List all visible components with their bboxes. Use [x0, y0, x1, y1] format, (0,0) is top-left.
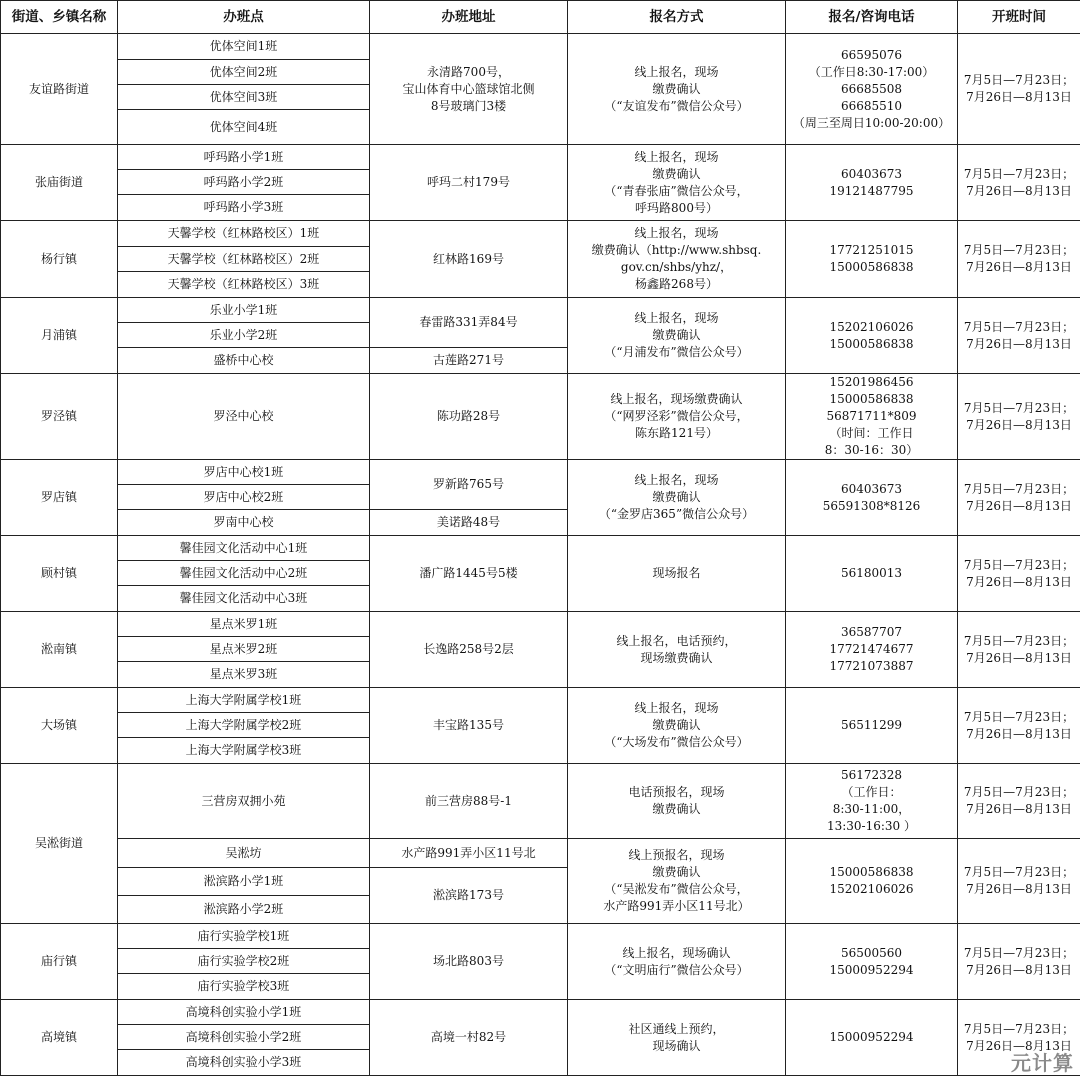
table-row [1, 688, 1080, 713]
signup-method-cell: 线上报名，现场缴费确认 （“网罗泾彩”微信公众号， 陈东路121号） [568, 374, 786, 460]
site-name-cell: 罗泾中心校 [118, 374, 370, 460]
class-dates-cell: 7月5日—7月23日； 7月26日—8月13日 [958, 145, 1080, 221]
site-name-cell: 天馨学校（红林路校区）1班 [118, 221, 370, 247]
table-row [1, 612, 1080, 637]
table-row [1, 839, 1080, 868]
district-name-cell: 友谊路街道 [1, 34, 118, 145]
phone-cell: 56180013 [786, 536, 958, 612]
phone-cell: 17721251015 15000586838 [786, 221, 958, 298]
site-name-cell: 上海大学附属学校1班 [118, 688, 370, 713]
site-name-cell: 馨佳园文化活动中心1班 [118, 536, 370, 561]
header-address: 办班地址 [370, 1, 568, 34]
site-name-cell: 罗店中心校2班 [118, 485, 370, 510]
table-row [1, 764, 1080, 839]
phone-cell: 60403673 19121487795 [786, 145, 958, 221]
table-row [1, 1000, 1080, 1025]
class-dates-cell: 7月5日—7月23日； 7月26日—8月13日 [958, 612, 1080, 688]
phone-cell: 15201986456 15000586838 56871711*809 （时间：工作日 8：30-16：30） [786, 374, 958, 460]
site-name-cell: 高境科创实验小学2班 [118, 1025, 370, 1050]
class-dates-cell: 7月5日—7月23日； 7月26日—8月13日 [958, 34, 1080, 145]
address-cell: 长逸路258号2层 [370, 612, 568, 688]
address-cell: 潘广路1445号5楼 [370, 536, 568, 612]
class-dates-cell: 7月5日—7月23日； 7月26日—8月13日 [958, 221, 1080, 298]
address-cell: 呼玛二村179号 [370, 145, 568, 221]
class-dates-cell: 7月5日—7月23日； 7月26日—8月13日 [958, 460, 1080, 536]
signup-method-cell: 线上报名，现场 缴费确认 （“月浦发布”微信公众号） [568, 298, 786, 374]
address-cell: 永清路700号， 宝山体育中心篮球馆北侧 8号玻璃门3楼 [370, 34, 568, 145]
district-name-cell: 月浦镇 [1, 298, 118, 374]
class-dates-cell: 7月5日—7月23日； 7月26日—8月13日 [958, 374, 1080, 460]
district-name-cell: 高境镇 [1, 1000, 118, 1076]
site-name-cell: 上海大学附属学校2班 [118, 713, 370, 738]
site-name-cell: 淞滨路小学2班 [118, 896, 370, 924]
phone-cell: 36587707 17721474677 17721073887 [786, 612, 958, 688]
district-name-cell: 罗泾镇 [1, 374, 118, 460]
header-site: 办班点 [118, 1, 370, 34]
table-row [1, 298, 1080, 323]
district-name-cell: 吴淞街道 [1, 764, 118, 924]
address-cell: 陈功路28号 [370, 374, 568, 460]
address-cell: 罗新路765号 [370, 460, 568, 510]
signup-method-cell: 线上报名，现场 缴费确认（http://www.shbsq. gov.cn/shbs/yhz/， 杨鑫路268号） [568, 221, 786, 298]
site-name-cell: 呼玛路小学1班 [118, 145, 370, 170]
site-name-cell: 天馨学校（红林路校区）2班 [118, 247, 370, 272]
signup-method-cell: 线上报名，现场 缴费确认 （“青春张庙”微信公众号， 呼玛路800号） [568, 145, 786, 221]
watermark-logo: 元计算 [1011, 1051, 1074, 1075]
header-district: 街道、乡镇名称 [1, 1, 118, 34]
site-name-cell: 三营房双拥小苑 [118, 764, 370, 839]
signup-method-cell: 线上报名，现场 缴费确认 （“友谊发布”微信公众号） [568, 34, 786, 145]
signup-method-cell: 线上报名，现场 缴费确认 （“大场发布”微信公众号） [568, 688, 786, 764]
site-name-cell: 庙行实验学校2班 [118, 949, 370, 974]
phone-cell: 15000586838 15202106026 [786, 839, 958, 924]
header-phone: 报名/咨询电话 [786, 1, 958, 34]
signup-method-cell: 电话预报名，现场 缴费确认 [568, 764, 786, 839]
phone-cell: 56500560 15000952294 [786, 924, 958, 1000]
site-name-cell: 呼玛路小学2班 [118, 170, 370, 195]
table-row [1, 34, 1080, 60]
district-name-cell: 罗店镇 [1, 460, 118, 536]
site-name-cell: 高境科创实验小学3班 [118, 1050, 370, 1076]
signup-method-cell: 线上报名，现场确认 （“文明庙行”微信公众号） [568, 924, 786, 1000]
site-name-cell: 优体空间2班 [118, 60, 370, 85]
address-cell: 水产路991弄小区11号北 [370, 839, 568, 868]
signup-method-cell: 现场报名 [568, 536, 786, 612]
address-cell: 美诺路48号 [370, 510, 568, 536]
site-name-cell: 天馨学校（红林路校区）3班 [118, 272, 370, 298]
address-cell: 场北路803号 [370, 924, 568, 1000]
signup-method-cell: 社区通线上预约， 现场确认 [568, 1000, 786, 1076]
signup-method-cell: 线上报名，现场 缴费确认 （“金罗店365”微信公众号） [568, 460, 786, 536]
class-dates-cell: 7月5日—7月23日； 7月26日—8月13日 [958, 688, 1080, 764]
site-name-cell: 馨佳园文化活动中心2班 [118, 561, 370, 586]
signup-method-cell: 线上报名，电话预约， 现场缴费确认 [568, 612, 786, 688]
site-name-cell: 优体空间1班 [118, 34, 370, 60]
site-name-cell: 吴淞坊 [118, 839, 370, 868]
site-name-cell: 星点米罗3班 [118, 662, 370, 688]
address-cell: 红林路169号 [370, 221, 568, 298]
phone-cell: 60403673 56591308*8126 [786, 460, 958, 536]
header-dates: 开班时间 [958, 1, 1080, 34]
phone-cell: 56172328 （工作日： 8:30-11:00， 13:30-16:30 ） [786, 764, 958, 839]
district-name-cell: 杨行镇 [1, 221, 118, 298]
address-cell: 高境一村82号 [370, 1000, 568, 1076]
site-name-cell: 罗南中心校 [118, 510, 370, 536]
district-name-cell: 顾村镇 [1, 536, 118, 612]
table-row [1, 145, 1080, 170]
site-name-cell: 乐业小学2班 [118, 323, 370, 348]
site-name-cell: 乐业小学1班 [118, 298, 370, 323]
site-name-cell: 优体空间4班 [118, 110, 370, 145]
district-name-cell: 大场镇 [1, 688, 118, 764]
table-header-row [1, 1, 1080, 34]
header-signup: 报名方式 [568, 1, 786, 34]
class-dates-cell: 7月5日—7月23日； 7月26日—8月13日 [958, 764, 1080, 839]
site-name-cell: 高境科创实验小学1班 [118, 1000, 370, 1025]
district-name-cell: 庙行镇 [1, 924, 118, 1000]
address-cell: 古莲路271号 [370, 348, 568, 374]
phone-cell: 66595076 （工作日8:30-17:00） 66685508 66685510 （周三至周日10:00-20:00） [786, 34, 958, 145]
address-cell: 前三营房88号-1 [370, 764, 568, 839]
signup-method-cell: 线上预报名，现场 缴费确认 （“吴淞发布”微信公众号， 水产路991弄小区11号北） [568, 839, 786, 924]
phone-cell: 15202106026 15000586838 [786, 298, 958, 374]
address-cell: 春雷路331弄84号 [370, 298, 568, 348]
phone-cell: 15000952294 [786, 1000, 958, 1076]
site-name-cell: 优体空间3班 [118, 85, 370, 110]
class-dates-cell: 7月5日—7月23日； 7月26日—8月13日 [958, 1000, 1080, 1076]
site-name-cell: 庙行实验学校3班 [118, 974, 370, 1000]
table-row [1, 221, 1080, 247]
site-name-cell: 星点米罗2班 [118, 637, 370, 662]
site-name-cell: 馨佳园文化活动中心3班 [118, 586, 370, 612]
site-name-cell: 淞滨路小学1班 [118, 868, 370, 896]
address-cell: 丰宝路135号 [370, 688, 568, 764]
site-name-cell: 罗店中心校1班 [118, 460, 370, 485]
class-dates-cell: 7月5日—7月23日； 7月26日—8月13日 [958, 924, 1080, 1000]
district-name-cell: 张庙街道 [1, 145, 118, 221]
phone-cell: 56511299 [786, 688, 958, 764]
site-name-cell: 呼玛路小学3班 [118, 195, 370, 221]
site-name-cell: 星点米罗1班 [118, 612, 370, 637]
site-name-cell: 盛桥中心校 [118, 348, 370, 374]
table-row [1, 460, 1080, 485]
table-row [1, 924, 1080, 949]
class-dates-cell: 7月5日—7月23日； 7月26日—8月13日 [958, 536, 1080, 612]
address-cell: 淞滨路173号 [370, 868, 568, 924]
table-row [1, 536, 1080, 561]
site-name-cell: 庙行实验学校1班 [118, 924, 370, 949]
site-name-cell: 上海大学附属学校3班 [118, 738, 370, 764]
class-dates-cell: 7月5日—7月23日； 7月26日—8月13日 [958, 298, 1080, 374]
district-name-cell: 淞南镇 [1, 612, 118, 688]
class-dates-cell: 7月5日—7月23日； 7月26日—8月13日 [958, 839, 1080, 924]
table-row [1, 374, 1080, 460]
